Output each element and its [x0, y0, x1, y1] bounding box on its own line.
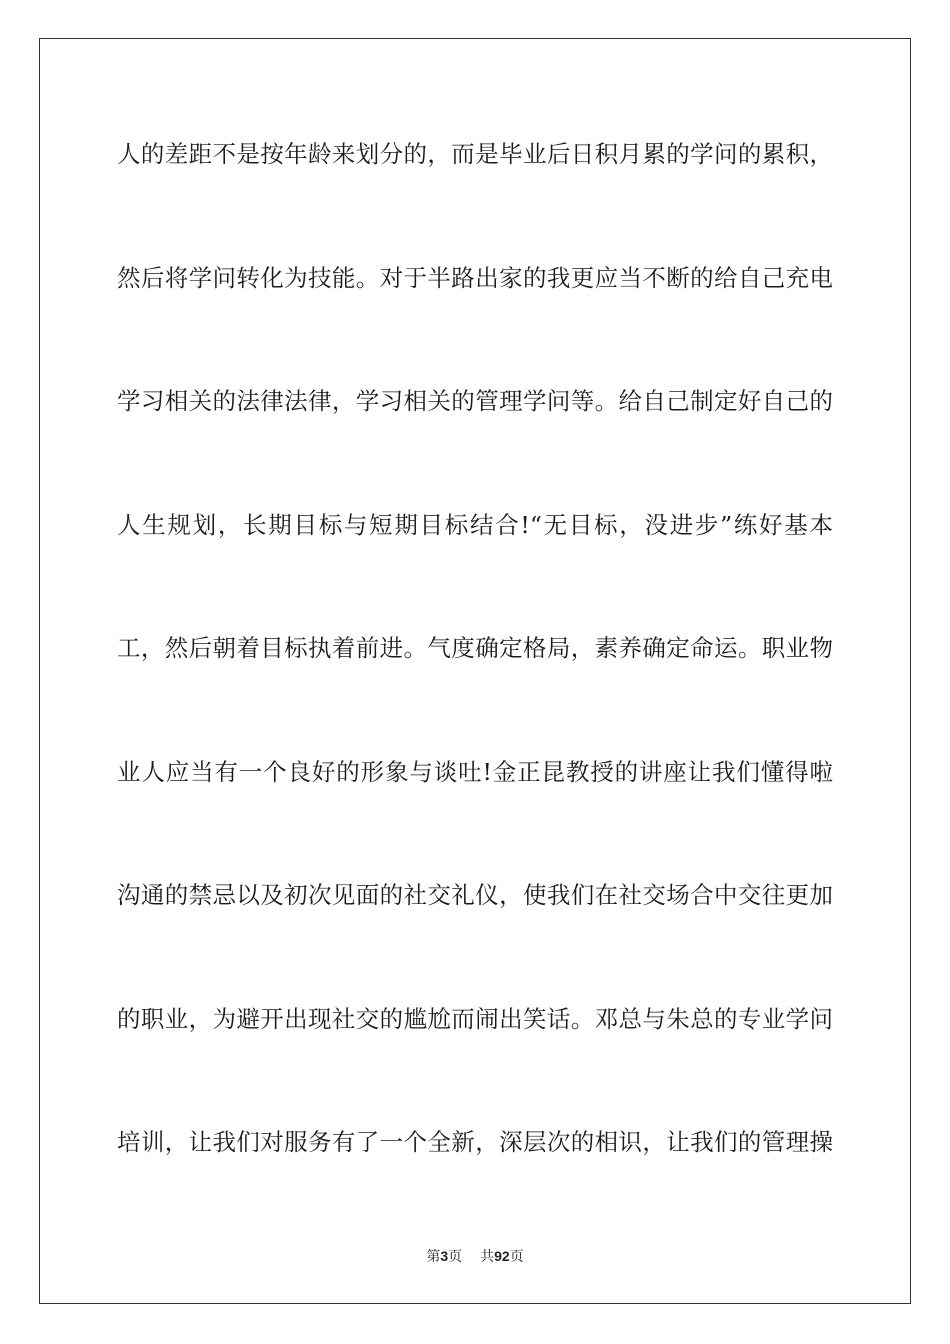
- text-line-6: 业人应当有一个良好的形象与谈吐!金正昆教授的讲座让我们懂得啦: [117, 757, 833, 786]
- page-number: 3: [440, 1248, 449, 1264]
- text-line-3: 学习相关的法律法律，学习相关的管理学问等。给自己制定好自己的: [117, 387, 833, 415]
- body-text: [117, 134, 833, 1246]
- text-line-1: 人的差距不是按年龄来划分的，而是毕业后日积月累的学问的累积，: [117, 140, 833, 168]
- page-prefix: 第: [426, 1249, 441, 1265]
- total-pages: 92: [494, 1248, 510, 1264]
- total-suffix: 页: [509, 1249, 524, 1265]
- text-line-5: 工，然后朝着目标执着前进。气度确定格局，素养确定命运。职业物: [117, 634, 833, 662]
- page-suffix: 页: [448, 1249, 463, 1265]
- page-footer: [0, 1246, 950, 1267]
- text-line-8: 的职业，为避开出现社交的尴尬而闹出笑话。邓总与朱总的专业学问: [117, 1004, 833, 1033]
- text-line-4: 人生规划，长期目标与短期目标结合!“无目标，没进步”练好基本: [117, 510, 833, 539]
- total-prefix: 共: [480, 1249, 495, 1265]
- text-line-9: 培训，让我们对服务有了一个全新，深层次的相识，让我们的管理操: [117, 1128, 833, 1156]
- text-line-2: 然后将学问转化为技能。对于半路出家的我更应当不断的给自己充电: [117, 263, 833, 292]
- text-line-7: 沟通的禁忌以及初次见面的社交礼仪，使我们在社交场合中交往更加: [117, 881, 833, 909]
